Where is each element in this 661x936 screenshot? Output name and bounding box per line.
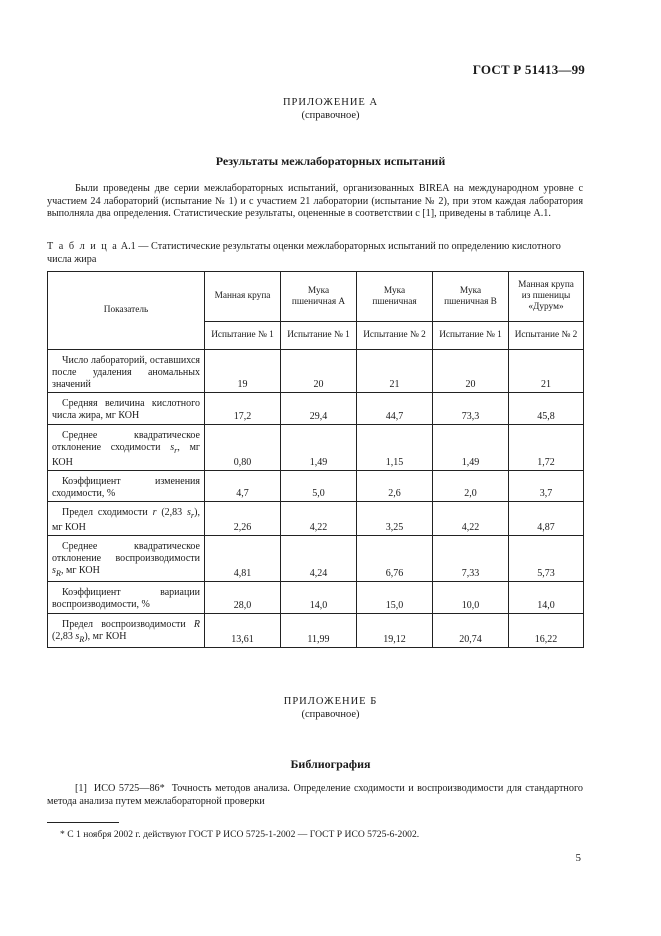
row-value: 19 xyxy=(205,350,281,393)
table-row xyxy=(48,614,584,648)
table-row xyxy=(48,425,584,471)
row-value: 45,8 xyxy=(509,393,584,425)
row-value: 0,80 xyxy=(205,425,281,471)
row-value: 29,4 xyxy=(281,393,357,425)
row-label: Средняя величина кислотного числа жира, мг КОН xyxy=(48,393,205,425)
annex-a-label xyxy=(0,96,661,122)
results-table xyxy=(47,271,584,648)
row-value: 20 xyxy=(433,350,509,393)
row-value: 10,0 xyxy=(433,582,509,614)
row-value: 20 xyxy=(281,350,357,393)
column-test: Испытание № 1 xyxy=(281,322,357,350)
table-header-row-products xyxy=(48,272,584,322)
row-value: 4,22 xyxy=(281,502,357,536)
row-value: 44,7 xyxy=(357,393,433,425)
table-row xyxy=(48,350,584,393)
column-product: Мука пшеничная А xyxy=(281,272,357,322)
bibliography-text: Точность методов анализа. Определение сходимости и воспроизводимости для стандартного метода анализа путем межлабораторной проверки xyxy=(47,783,583,807)
annex-b-title: ПРИЛОЖЕНИЕ Б xyxy=(283,696,378,707)
annex-a-paragraph-text: Были проведены две серии межлабораторных испытаний, организованных BIREA на международном уровне с участием 24 лабораторий (испытание № 1) и с участием 21 лаборатории (испытание № 2), при этом каждая лаборатория выполняла два определения. Статистические результаты, оцененные в соответствии с [1], приведены в таблице А.1. xyxy=(47,183,583,220)
row-value: 1,49 xyxy=(281,425,357,471)
row-value: 17,2 xyxy=(205,393,281,425)
row-value: 19,12 xyxy=(357,614,433,648)
row-label: Коэффициент вариации воспроизводимости, % xyxy=(48,582,205,614)
table-row xyxy=(48,582,584,614)
row-value: 16,22 xyxy=(509,614,584,648)
annex-a-subtitle: (справочное) xyxy=(301,110,360,121)
row-label: Среднее квадратическое отклонение сходимости $s_r$, мг КОН xyxy=(48,425,205,471)
row-value: 4,24 xyxy=(281,536,357,582)
row-value: 13,61 xyxy=(205,614,281,648)
row-value: 1,15 xyxy=(357,425,433,471)
bibliography-entry xyxy=(47,783,583,808)
table-caption-prefix: Т а б л и ц а xyxy=(47,241,119,252)
row-label: Предел сходимости r (2,83 $s_r$), мг КОН xyxy=(48,502,205,536)
row-label: Коэффициент изменения сходимости, % xyxy=(48,471,205,502)
row-value: 7,33 xyxy=(433,536,509,582)
row-value: 28,0 xyxy=(205,582,281,614)
annex-b-label xyxy=(0,695,661,721)
table-row xyxy=(48,471,584,502)
row-value: 21 xyxy=(509,350,584,393)
annex-a-title: ПРИЛОЖЕНИЕ А xyxy=(282,97,379,108)
table-row xyxy=(48,536,584,582)
column-test: Испытание № 2 xyxy=(357,322,433,350)
row-value: 4,81 xyxy=(205,536,281,582)
row-label: Среднее квадратическое отклонение воспроизводимости $s_R$, мг КОН xyxy=(48,536,205,582)
annex-b-subtitle: (справочное) xyxy=(301,709,360,720)
row-value: 11,99 xyxy=(281,614,357,648)
row-label: Предел воспроизводимости R (2,83 $s_R$), мг КОН xyxy=(48,614,205,648)
row-value: 1,72 xyxy=(509,425,584,471)
footnote-rule xyxy=(47,822,119,823)
row-value: 6,76 xyxy=(357,536,433,582)
column-product: Мука пшеничная xyxy=(357,272,433,322)
row-value: 2,26 xyxy=(205,502,281,536)
table-caption xyxy=(47,241,587,266)
row-value: 21 xyxy=(357,350,433,393)
row-value: 2,6 xyxy=(357,471,433,502)
page-number: 5 xyxy=(575,852,581,864)
document-code: ГОСТ Р 51413—99 xyxy=(472,62,585,77)
row-value: 15,0 xyxy=(357,582,433,614)
row-value: 73,3 xyxy=(433,393,509,425)
row-value: 4,87 xyxy=(509,502,584,536)
column-test: Испытание № 1 xyxy=(205,322,281,350)
column-product: Мука пшеничная В xyxy=(433,272,509,322)
annex-a-paragraph xyxy=(47,183,583,221)
indicator-header: Показатель xyxy=(48,272,205,350)
annex-a-heading: Результаты межлабораторных испытаний xyxy=(215,154,446,168)
row-value: 14,0 xyxy=(281,582,357,614)
row-value: 20,74 xyxy=(433,614,509,648)
row-value: 4,7 xyxy=(205,471,281,502)
table-row xyxy=(48,393,584,425)
column-test: Испытание № 2 xyxy=(509,322,584,350)
bibliography-standard: ИСО 5725—86* xyxy=(93,783,165,794)
row-label: Число лабораторий, оставшихся после удаления аномальных значений xyxy=(48,350,205,393)
row-value: 5,73 xyxy=(509,536,584,582)
column-test: Испытание № 1 xyxy=(433,322,509,350)
row-value: 3,7 xyxy=(509,471,584,502)
row-value: 1,49 xyxy=(433,425,509,471)
footnote: * С 1 ноября 2002 г. действуют ГОСТ Р ИСО 5725-1-2002 — ГОСТ Р ИСО 5725-6-2002. xyxy=(60,829,420,840)
row-value: 5,0 xyxy=(281,471,357,502)
column-product: Манная крупа xyxy=(205,272,281,322)
annex-b-heading: Библиография xyxy=(290,757,371,771)
table-row xyxy=(48,502,584,536)
table-caption-text: А.1 — Статистические результаты оценки межлабораторных испытаний по определению кислотного числа жира xyxy=(47,241,561,265)
row-value: 14,0 xyxy=(509,582,584,614)
row-value: 3,25 xyxy=(357,502,433,536)
row-value: 4,22 xyxy=(433,502,509,536)
bibliography-ref: [1] xyxy=(75,783,87,794)
column-product: Манная крупа из пшеницы «Дурум» xyxy=(509,272,584,322)
row-value: 2,0 xyxy=(433,471,509,502)
